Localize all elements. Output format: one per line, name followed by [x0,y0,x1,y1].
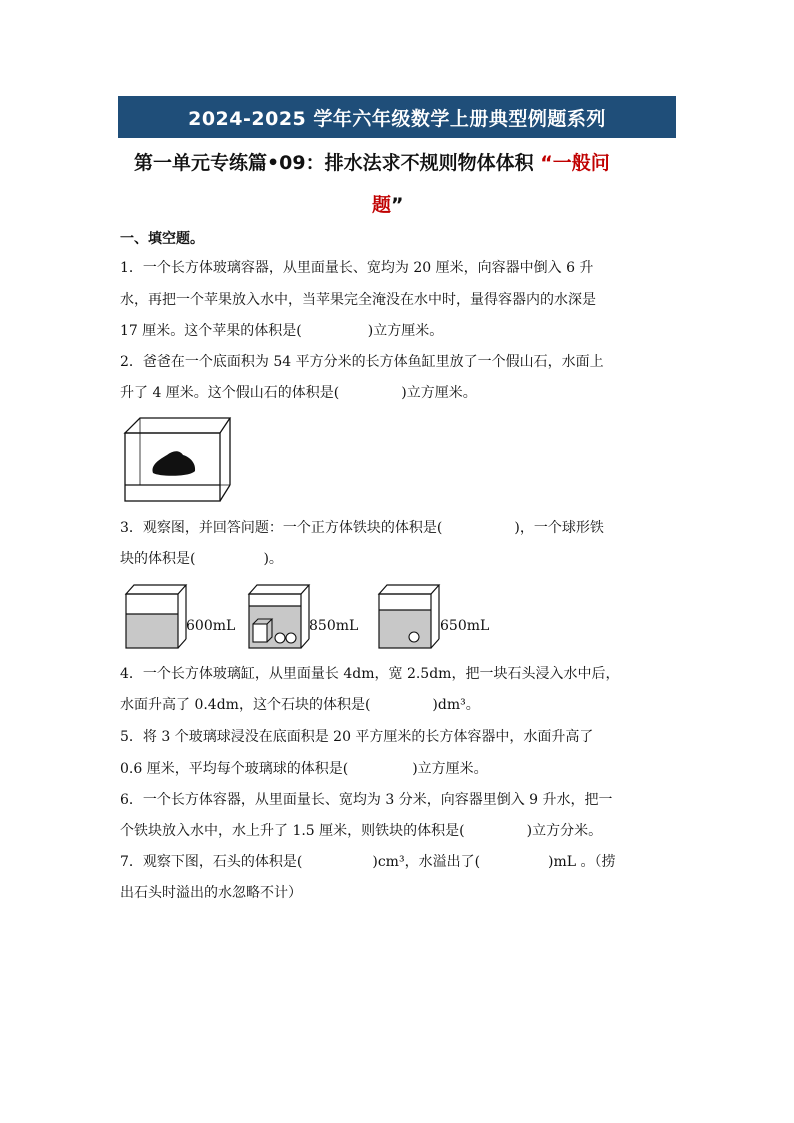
q5-line1: 5．将 3 个玻璃球浸没在底面积是 20 平方厘米的长方体容器中，水面升高了 [120,729,594,745]
svg-text:850mL: 850mL [309,618,359,634]
q4-text-b: )dm³。 [432,697,480,713]
q3-line1 [120,518,604,538]
q6-text-b: )立方分米。 [526,823,603,839]
q5-text-b: )立方厘米。 [412,761,488,777]
title-line2-quote: ” [391,194,404,216]
series-banner: 2024-2025 学年六年级数学上册典型例题系列 [118,96,676,138]
svg-text:600mL: 600mL [186,618,236,634]
q7-line1 [120,852,616,872]
q1-line3 [120,321,443,341]
fish-tank-figure [120,415,235,507]
iron-ball-shape-3 [409,632,419,642]
worksheet-title [134,148,674,175]
q4-line2 [120,695,480,715]
q3-line2 [120,549,283,569]
iron-ball-shape-2 [286,633,296,643]
q5-line2 [120,759,488,779]
q6-text-a: 个铁块放入水中，水上升了 1.5 厘米，则铁块的体积是( [120,823,465,839]
q4-line1: 4．一个长方体玻璃缸，从里面量长 4dm，宽 2.5dm，把一块石头浸入水中后， [120,666,620,682]
title-line2-red: 题 [372,194,392,216]
q1-text-b: )立方厘米。 [367,323,444,339]
rock-shape [152,451,195,476]
q5-text-a: 0.6 厘米，平均每个玻璃球的体积是( [120,761,349,777]
q7-text-b: )cm³，水溢出了( [372,854,481,870]
q6-line2 [120,821,602,841]
q2-text-a: 升了 4 厘米。这个假山石的体积是( [120,385,340,401]
svg-text:650mL: 650mL [440,618,490,634]
q2-text-b: )立方厘米。 [401,385,477,401]
container-600ml [126,585,235,648]
q1-line1: 1．一个长方体玻璃容器，从里面量长、宽均为 20 厘米，向容器中倒入 6 升 [120,260,594,276]
q7-text-a: 7．观察下图，石头的体积是( [120,854,303,870]
q3-text-b: )，一个球形铁 [514,520,604,536]
q7-line2: 出石头时溢出的水忽略不计） [120,885,302,901]
q4-text-a: 水面升高了 0.4dm，这个石块的体积是( [120,697,371,713]
container-850ml [249,585,358,648]
title-main: 第一单元专练篇•09：排水法求不规则物体体积 [134,152,541,174]
container-650ml [379,585,489,648]
q1-text-a: 17 厘米。这个苹果的体积是( [120,323,302,339]
q3-text-a: 3．观察图，并回答问题：一个正方体铁块的体积是( [120,520,443,536]
q6-line1: 6．一个长方体容器，从里面量长、宽均为 3 分米，向容器里倒入 9 升水，把一 [120,792,613,808]
q3-text-d: )。 [263,551,283,567]
iron-ball-shape [275,633,285,643]
section-heading: 一、填空题。 [120,231,204,247]
title-quote-open: “一般问 [540,152,610,174]
q3-text-c: 块的体积是( [120,551,196,567]
q2-line1: 2．爸爸在一个底面积为 54 平方分米的长方体鱼缸里放了一个假山石，水面上 [120,354,604,370]
q2-line2 [120,383,477,403]
q1-line2: 水，再把一个苹果放入水中，当苹果完全淹没在水中时，量得容器内的水深是 [120,292,596,308]
worksheet-title-line2 [372,190,432,217]
containers-figure [120,582,500,652]
q7-text-c: )mL 。（捞 [548,854,616,870]
